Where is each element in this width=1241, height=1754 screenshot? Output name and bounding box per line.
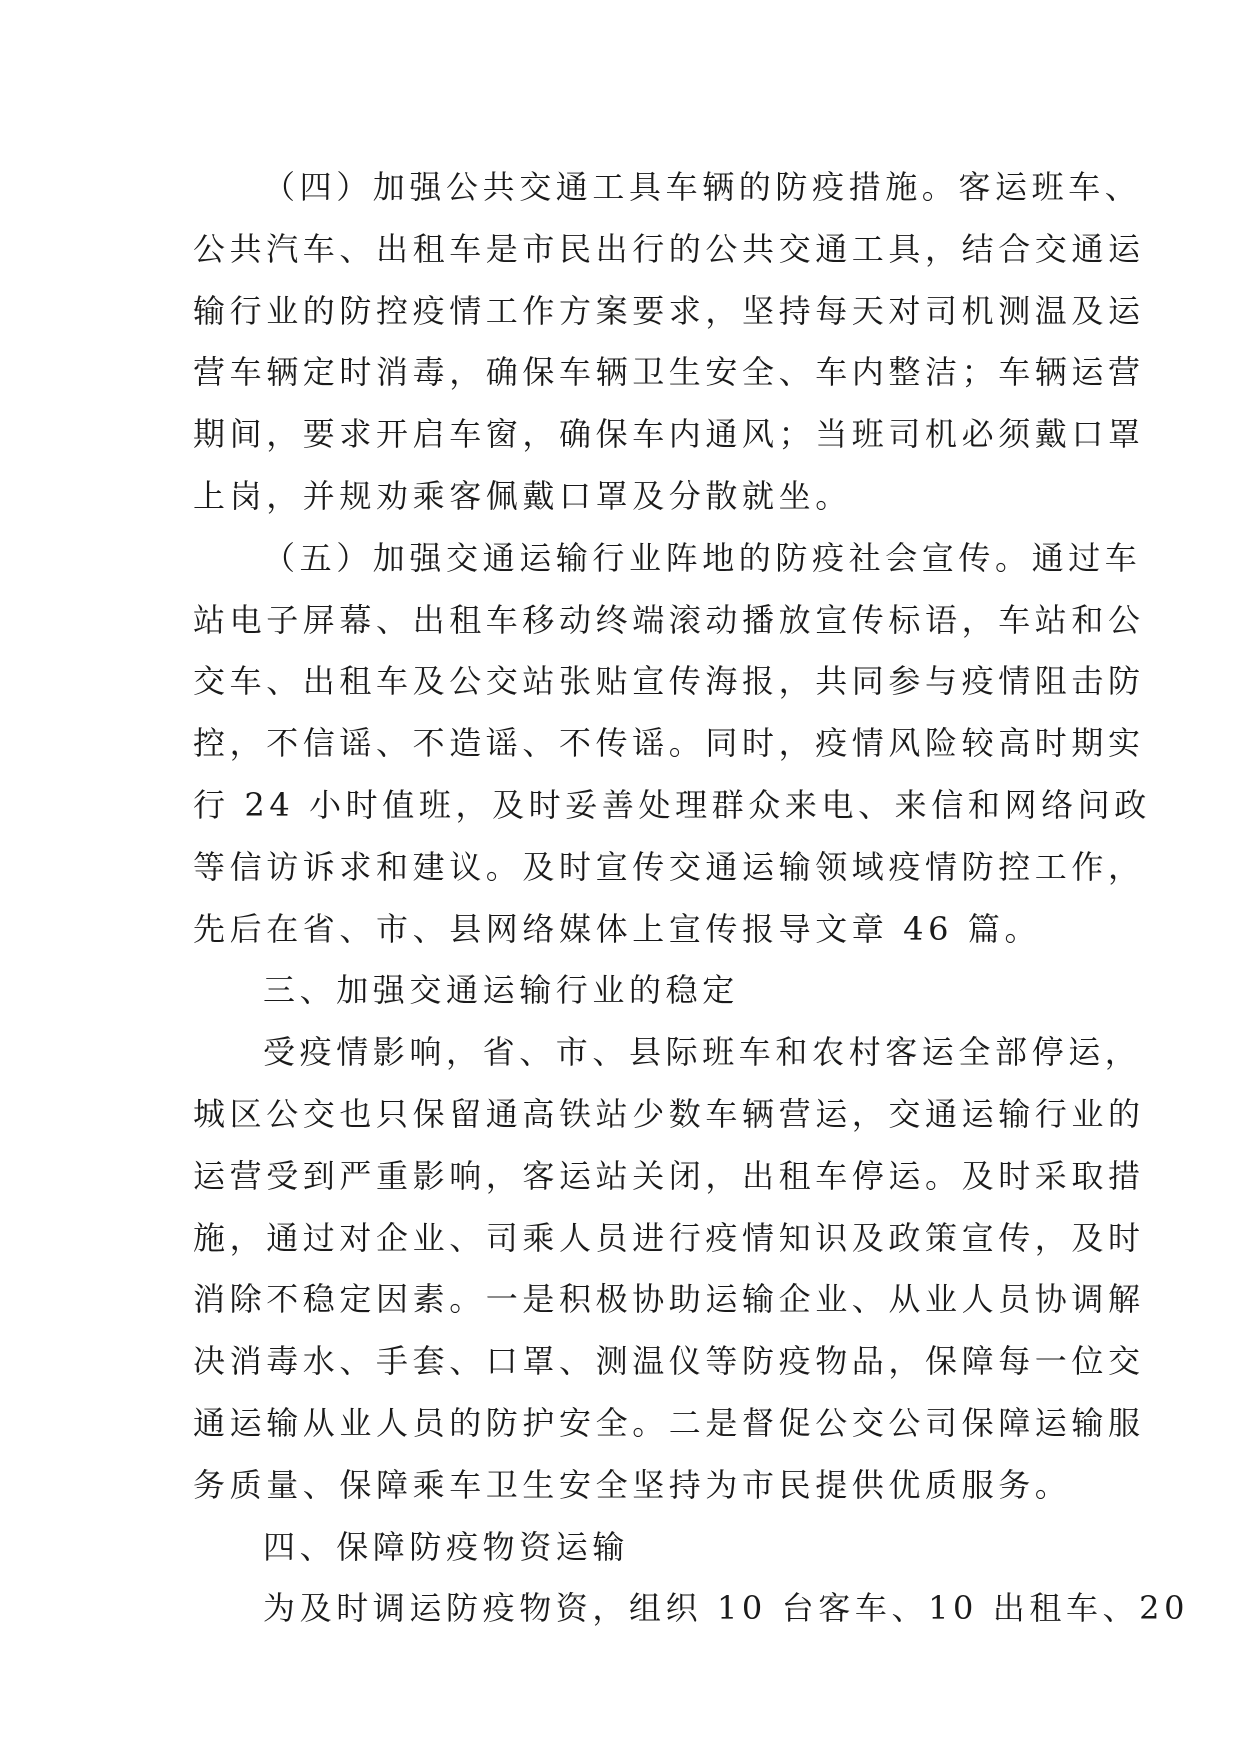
text-line: 先后在省、市、县网络媒体上宣传报导文章 46 篇。	[193, 909, 1042, 948]
paragraph	[193, 1517, 1055, 1579]
text-line: 营车辆定时消毒，确保车辆卫生安全、车内整洁；车辆运营	[193, 353, 1145, 392]
document-body	[193, 157, 1190, 1640]
paragraph	[193, 528, 1151, 961]
text-line: 行 24 小时值班，及时妥善处理群众来电、来信和网络问政	[193, 785, 1151, 824]
text-line: 决消毒水、手套、口罩、测温仪等防疫物品，保障每一位交	[193, 1342, 1145, 1381]
text-line: 期间，要求开启车窗，确保车内通风；当班司机必须戴口罩	[193, 415, 1145, 454]
text-line: 上岗，并规劝乘客佩戴口罩及分散就坐。	[193, 476, 852, 515]
text-line: 等信访诉求和建议。及时宣传交通运输领域疫情防控工作，	[193, 847, 1145, 886]
text-line: （四）加强公共交通工具车辆的防疫措施。客运班车、	[263, 168, 1142, 206]
text-line: 三、加强交通运输行业的稳定	[263, 971, 739, 1010]
text-line: 运营受到严重影响，客运站关闭，出租车停运。及时采取措	[193, 1156, 1145, 1195]
text-line: 受疫情影响，省、市、县际班车和农村客运全部停运，	[263, 1033, 1142, 1072]
text-line: 输行业的防控疫情工作方案要求，坚持每天对司机测温及运	[193, 291, 1145, 330]
text-line: 交车、出租车及公交站张贴宣传海报，共同参与疫情阻击防	[193, 662, 1145, 701]
text-line: 站电子屏幕、出租车移动终端滚动播放宣传标语，车站和公	[193, 600, 1145, 639]
text-line: 为及时调运防疫物资，组织 10 台客车、10 出租车、20	[263, 1589, 1190, 1628]
paragraph	[193, 1578, 1190, 1640]
paragraph	[193, 157, 1145, 528]
text-line: 城区公交也只保留通高铁站少数车辆营运，交通运输行业的	[193, 1094, 1145, 1133]
text-line: 公共汽车、出租车是市民出行的公共交通工具，结合交通运	[193, 229, 1145, 268]
text-line: 务质量、保障乘车卫生安全坚持为市民提供优质服务。	[193, 1465, 1072, 1504]
text-line: （五）加强交通运输行业阵地的防疫社会宣传。通过车	[263, 538, 1142, 577]
text-line: 消除不稳定因素。一是积极协助运输企业、从业人员协调解	[193, 1280, 1145, 1319]
text-line: 通运输从业人员的防护安全。二是督促公交公司保障运输服	[193, 1403, 1145, 1442]
text-line: 施，通过对企业、司乘人员进行疫情知识及政策宣传，及时	[193, 1218, 1145, 1257]
paragraph	[193, 960, 1055, 1022]
text-line: 四、保障防疫物资运输	[263, 1527, 630, 1566]
document-page	[193, 157, 1190, 1640]
paragraph	[193, 1022, 1145, 1516]
text-line: 控，不信谣、不造谣、不传谣。同时，疫情风险较高时期实	[193, 724, 1145, 763]
